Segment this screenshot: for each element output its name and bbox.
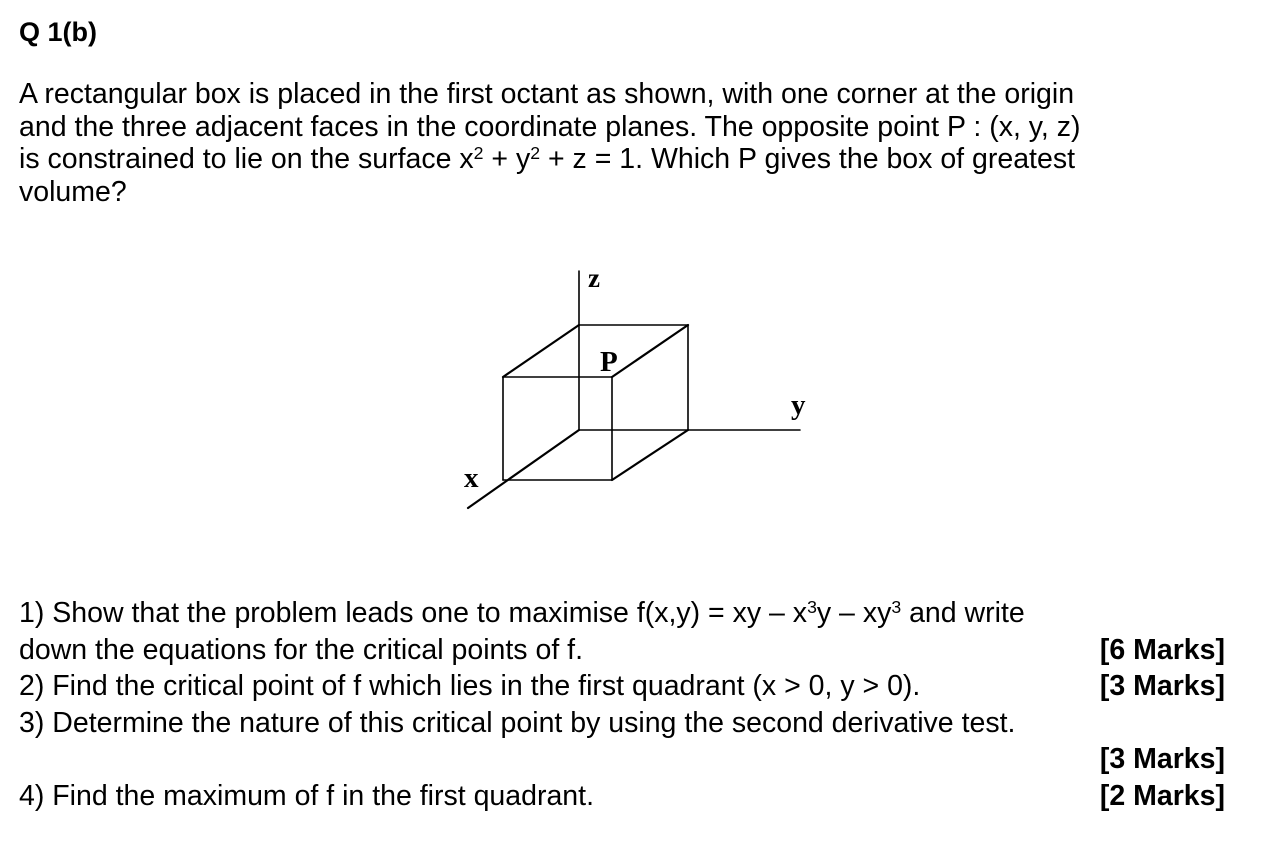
z-axis-label: z bbox=[588, 263, 600, 293]
part-3-marks: [3 Marks] bbox=[1099, 743, 1225, 775]
part-text: y – xy bbox=[816, 597, 892, 629]
question-intro bbox=[19, 78, 1229, 208]
part-1-marks: [6 Marks] bbox=[1099, 633, 1225, 666]
intro-text: + z = 1. Which P gives the box of greatest bbox=[540, 143, 1075, 175]
x-axis bbox=[468, 430, 579, 508]
part-text: 3) Determine the nature of this critical point by using the second derivative test. bbox=[19, 706, 1016, 739]
intro-line-1: A rectangular box is placed in the first octant as shown, with one corner at the origin bbox=[19, 78, 1075, 110]
intro-text: + y bbox=[483, 143, 531, 175]
exponent: 3 bbox=[891, 597, 902, 618]
part-3-marks-line bbox=[19, 741, 1225, 778]
part-1-line-1 bbox=[19, 595, 1225, 632]
point-p-label: P bbox=[600, 346, 618, 378]
exponent: 2 bbox=[473, 143, 484, 164]
intro-line-3 bbox=[19, 143, 1229, 176]
part-text: 2) Find the critical point of f which lies in the first quadrant (x > 0, y > 0). bbox=[19, 670, 921, 702]
box-diagram bbox=[460, 260, 820, 510]
box-edge bbox=[503, 325, 579, 377]
question-title: Q 1(b) bbox=[19, 17, 97, 47]
intro-text: is constrained to lie on the surface x bbox=[19, 143, 474, 175]
part-2-marks: [3 Marks] bbox=[1099, 670, 1225, 702]
question-parts bbox=[19, 595, 1225, 814]
part-4-line bbox=[19, 778, 1225, 815]
part-1-line-2 bbox=[19, 632, 1225, 669]
intro-line-2: and the three adjacent faces in the coordinate planes. The opposite point P : (x, y, z) bbox=[19, 110, 1081, 143]
part-3-line bbox=[19, 705, 1225, 742]
x-axis-label: x bbox=[464, 462, 479, 494]
exponent: 3 bbox=[807, 597, 817, 618]
intro-line-4: volume? bbox=[19, 175, 127, 208]
part-4-marks: [2 Marks] bbox=[1099, 779, 1225, 812]
exponent: 2 bbox=[530, 143, 541, 164]
box-edge bbox=[612, 430, 688, 480]
box-edge bbox=[612, 325, 688, 377]
part-text: 4) Find the maximum of f in the first quadrant. bbox=[19, 779, 594, 812]
y-axis-label: y bbox=[791, 389, 806, 421]
part-text: 1) Show that the problem leads one to maximise f(x,y) = xy – x bbox=[19, 597, 808, 629]
part-text: and write bbox=[901, 597, 1025, 629]
part-text: down the equations for the critical points of f. bbox=[19, 633, 583, 666]
part-2-line bbox=[19, 668, 1225, 705]
box-diagram-svg bbox=[460, 260, 820, 510]
